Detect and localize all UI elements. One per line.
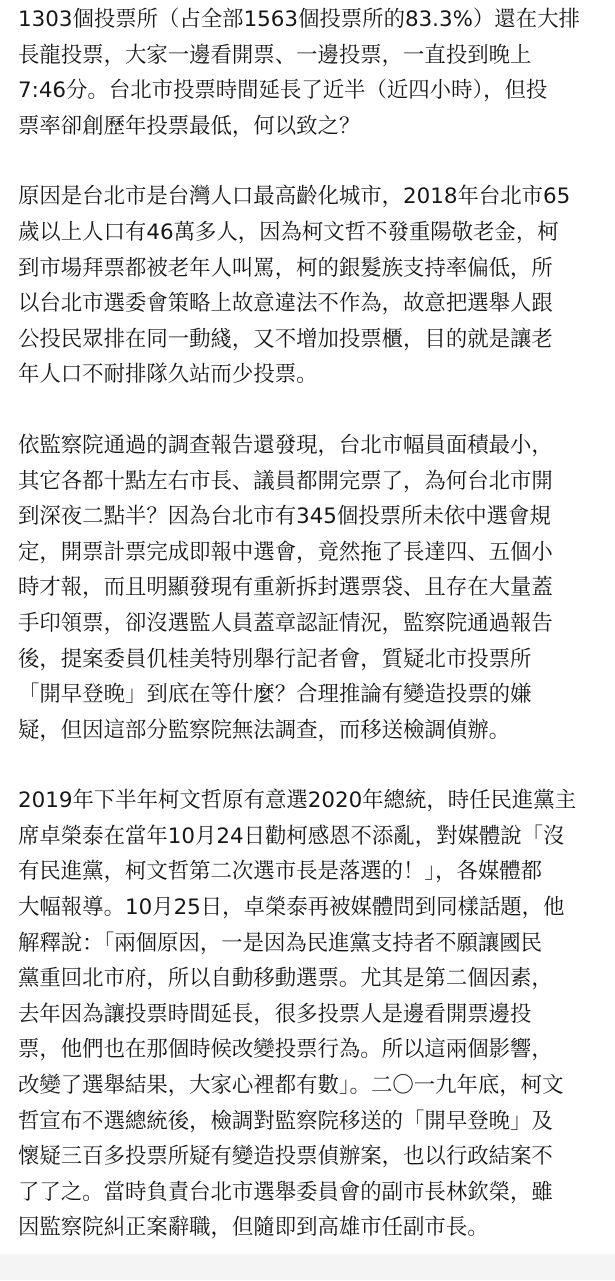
paragraph-2019-statement bbox=[18, 783, 603, 1246]
text-line: 1303個投票所（占全部1563個投票所的83.3%）還在大排 bbox=[18, 7, 580, 32]
text-line: 年人口不耐排隊久站而少投票。 bbox=[18, 362, 318, 388]
text-line: 哲宣布不選總統後，檢調對監察院移送的「開早登晚」及 bbox=[18, 1108, 553, 1134]
text-line: 時才報，而且明顯發現有重新拆封選票袋、且存在大量蓋 bbox=[18, 575, 553, 601]
text-line: 解釋說：「兩個原因，一是因為民進黨支持者不願讓國民 bbox=[18, 930, 543, 956]
text-line: 原因是台北市是台灣人口最高齡化城市，2018年台北市65 bbox=[18, 184, 571, 210]
text-line: 去年因為讓投票時間延長，很多投票人是邊看開票邊投 bbox=[18, 1001, 532, 1027]
text-line: 後，提案委員仉桂美特別舉行記者會，質疑北市投票所 bbox=[18, 646, 532, 672]
text-line: 有民進黨，柯文哲第二次選市長是落選的！」，各媒體都 bbox=[18, 859, 543, 885]
text-line: 依監察院通過的調查報告還發現，台北市幅員面積最小， bbox=[18, 432, 553, 458]
text-line: 了了之。當時負責台北市選舉委員會的副市長林欽榮，雖 bbox=[18, 1179, 553, 1205]
text-line: 7:46分。台北市投票時間延長了近半（近四小時），但投 bbox=[18, 78, 548, 104]
article-body bbox=[18, 2, 603, 1281]
text-line: 長龍投票，大家一邊看開票、一邊投票，一直投到晚上 bbox=[18, 42, 532, 68]
text-line: 以台北市選委會策略上故意違法不作為，故意把選舉人跟 bbox=[18, 291, 553, 317]
text-line: 票，他們也在那個時候改變投票行為。所以這兩個影響， bbox=[18, 1037, 553, 1063]
text-line: 到深夜二點半？因為台北市有345個投票所未依中選會規 bbox=[18, 504, 551, 530]
text-line: 改變了選舉結果，大家心裡都有數」。二〇一九年底，柯文 bbox=[18, 1073, 564, 1099]
text-line: 票率卻創歷年投票最低，何以致之？ bbox=[18, 113, 361, 139]
text-line: 定，開票計票完成即報中選會，竟然拖了長達四、五個小 bbox=[18, 539, 553, 565]
text-line: 公投民眾排在同一動綫，又不增加投票櫃，目的就是讓老 bbox=[18, 326, 553, 352]
text-line: 懷疑三百多投票所疑有變造投票偵辦案，也以行政結案不 bbox=[18, 1144, 553, 1170]
text-line: 其它各都十點左右市長、議員都開完票了，為何台北市開 bbox=[18, 468, 553, 494]
bottom-strip bbox=[0, 1254, 615, 1280]
text-line: 席卓榮泰在當年10月24日勸柯感恩不添亂，對媒體說「沒 bbox=[18, 823, 565, 849]
text-line: 因監察院糾正案辭職，但隨即到高雄市任副市長。 bbox=[18, 1215, 489, 1241]
paragraph-control-yuan-report bbox=[18, 428, 603, 748]
text-line: 「開早登晚」到底在等什麼？合理推論有變造投票的嫌 bbox=[18, 682, 532, 708]
text-line: 2019年下半年柯文哲原有意選2020年總統，時任民進黨主 bbox=[18, 788, 577, 814]
text-line: 黨重回北市府，所以自動移動選票。尤其是第二個因素， bbox=[18, 966, 553, 992]
paragraph-voting-delay bbox=[18, 2, 603, 144]
text-line: 到市場拜票都被老年人叫罵，柯的銀髮族支持率偏低，所 bbox=[18, 255, 553, 281]
paragraph-reason bbox=[18, 179, 603, 393]
text-line: 疑，但因這部分監察院無法調查，而移送檢調偵辦。 bbox=[18, 717, 510, 743]
text-line: 大幅報導。10月25日，卓榮泰再被媒體問到同樣話題，他 bbox=[18, 895, 565, 921]
text-line: 手印領票，卻沒選監人員蓋章認証情況，監察院通過報告 bbox=[18, 610, 553, 636]
text-line: 歲以上人口有46萬多人，因為柯文哲不發重陽敬老金，柯 bbox=[18, 219, 559, 245]
